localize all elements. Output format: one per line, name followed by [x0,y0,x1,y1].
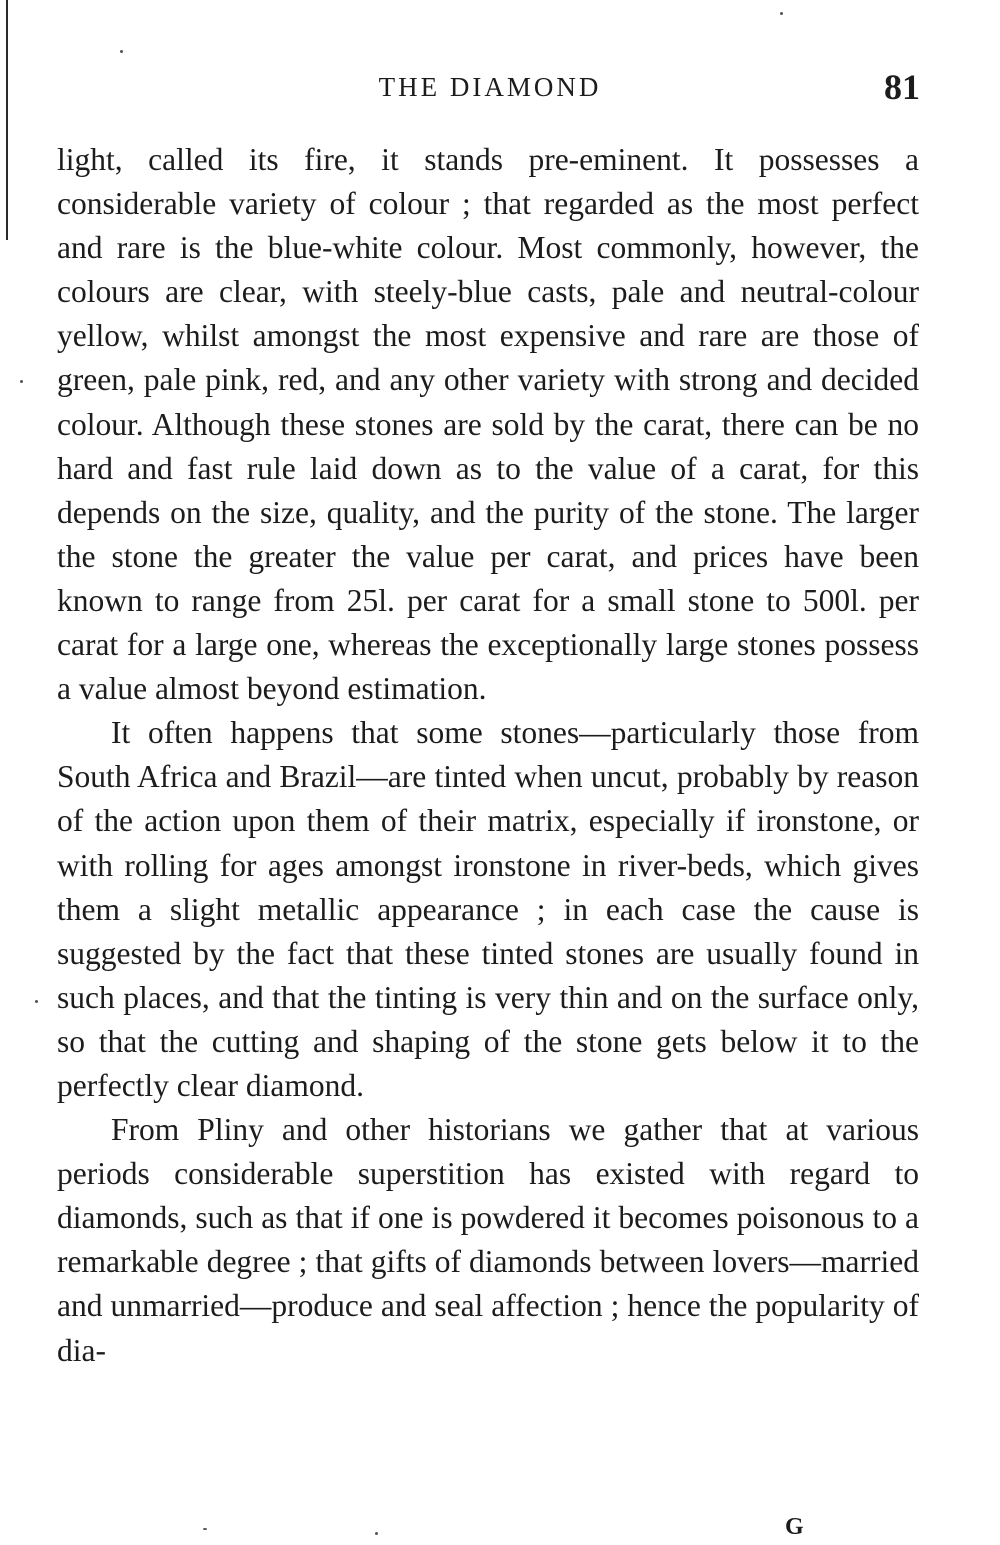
signature-mark: G [785,1514,804,1540]
page-number: 81 [884,67,920,107]
paragraph-tinted-stones: It often happens that some stones—particularly those from South Africa and Brazil—are tinted when uncut, probably by reason of the action upon them of their matrix, especially if ironstone, or with rolling for ages amongst ironstone in river-beds, which gives them a slight metallic appearance ; in each case the cause is suggested by the fact that these tinted stones are usually found in such places, and that the tinting is very thin and on the surface only, so that the cutting and shaping of the stone gets below it to the perfectly clear diamond. [57,715,919,1103]
paper-speck [20,380,23,383]
paper-speck [203,1528,207,1530]
paragraph-superstition: From Pliny and other historians we gather that at various periods considerable superstition has existed with regard to diamonds, such as that if one is powdered it becomes poisonous to a remarkable degree ; that gifts of diamonds between lovers—married and unmarried—produce and seal affection ; hence the popularity of dia- [57,1112,919,1368]
page-header [0,67,1000,112]
page-binding-edge [6,0,8,240]
paper-speck [120,50,123,53]
paragraph-continued: light, called its fire, it stands pre-eminent. It possesses a considerable variety of colour ; that regarded as the most perfect and rare is the blue-white colour. Most commonly, however, the colours are clear, with steely-blue casts, pale and neutral-colour yellow, whilst amongst the most expensive and rare are those of green, pale pink, red, and any other variety with strong and decided colour. Although these stones are sold by the carat, there can be no hard and fast rule laid down as to the value of a carat, for this depends on the size, quality, and the purity of the stone. The larger the stone the greater the value per carat, and prices have been known to range from 25l. per carat for a small stone to 500l. per carat for a large one, whereas the exceptionally large stones possess a value almost beyond estimation. [57,142,919,707]
running-head-text: THE DIAMOND [378,72,602,102]
paper-speck [35,1000,38,1003]
paper-speck [780,12,783,15]
body-text [57,138,919,1373]
paper-speck [375,1532,378,1535]
running-head [0,72,1000,103]
